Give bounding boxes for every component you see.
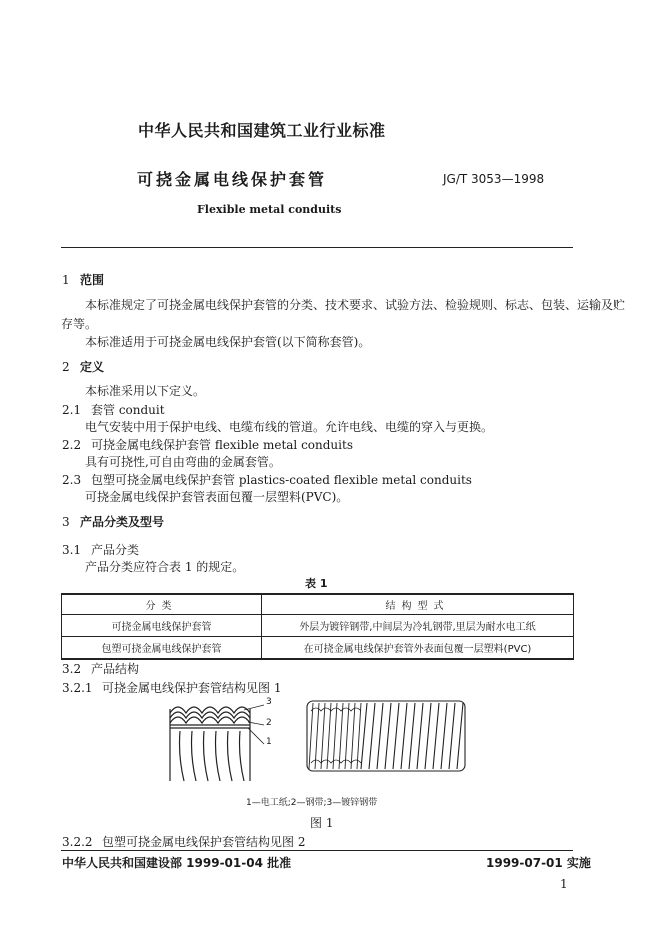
page-number: 1 (560, 877, 568, 891)
clause-number: 2.3 (62, 473, 82, 487)
figure-legend: 1—电工纸;2—钢带;3—镀锌钢带 (246, 798, 378, 808)
definition-text: 电气安装中用于保护电线、电缆布线的管道。允许电线、电缆的穿入与更换。 (85, 420, 494, 434)
definition-term: 包塑可挠金属电线保护套管 plastics-coated flexible metal conduits (91, 473, 472, 487)
paragraph: 本标准适用于可挠金属电线保护套管(以下简称套管)。 (85, 335, 371, 349)
figure-label: 2 (266, 718, 272, 728)
section-heading: 范围 (80, 273, 105, 287)
figure-label: 3 (266, 697, 272, 707)
section-number: 3 (62, 515, 70, 529)
clause-title: 产品结构 (91, 662, 140, 676)
table-row (62, 615, 574, 637)
clause-text: 包塑可挠金属电线保护套管结构见图 2 (102, 835, 306, 849)
definition-text: 可挠金属电线保护套管表面包覆一层塑料(PVC)。 (85, 490, 349, 504)
definition-term: 可挠金属电线保护套管 flexible metal conduits (91, 438, 353, 452)
clause-number: 3.2.2 (62, 835, 93, 849)
paragraph: 存等。 (61, 317, 98, 331)
english-title: Flexible metal conduits (197, 203, 342, 216)
standard-category: 中华人民共和国建筑工业行业标准 (138, 121, 386, 140)
footer-rule (61, 850, 573, 851)
clause-title: 产品分类 (91, 543, 140, 557)
section-number: 2 (62, 360, 70, 374)
table-cell: 包塑可挠金属电线保护套管 (62, 637, 262, 660)
section-number: 1 (62, 273, 70, 287)
standard-code: JG/T 3053—1998 (443, 172, 545, 186)
classification-table (61, 593, 574, 660)
paragraph: 本标准采用以下定义。 (85, 384, 206, 398)
table-cell: 在可挠金属电线保护套管外表面包覆一层塑料(PVC) (262, 637, 574, 660)
table-row (62, 637, 574, 660)
table-cell: 可挠金属电线保护套管 (62, 615, 262, 637)
clause-number: 2.1 (62, 403, 82, 417)
figure-label: 1 (266, 737, 272, 747)
section-heading: 定义 (80, 360, 105, 374)
header-rule (61, 247, 573, 248)
clause-number: 2.2 (62, 438, 82, 452)
document-title: 可挠金属电线保护套管 (137, 170, 328, 189)
definition-term: 套管 conduit (91, 403, 165, 417)
table-header-row (62, 594, 574, 615)
clause-number: 3.1 (62, 543, 82, 557)
clause-text: 可挠金属电线保护套管结构见图 1 (102, 681, 282, 695)
effective-date: 1999-07-01 实施 (486, 856, 591, 870)
paragraph: 本标准规定了可挠金属电线保护套管的分类、技术要求、试验方法、检验规则、标志、包装、运输及贮 (85, 298, 626, 312)
definition-text: 具有可挠性,可自由弯曲的金属套管。 (85, 455, 281, 469)
table-header-cell: 分类 (62, 594, 262, 615)
conduit-external-view-figure (305, 697, 470, 777)
table-cell: 外层为镀锌钢带,中间层为冷轧钢带,里层为耐水电工纸 (262, 615, 574, 637)
section-heading: 产品分类及型号 (80, 515, 165, 529)
paragraph: 产品分类应符合表 1 的规定。 (85, 560, 245, 574)
figure-caption: 图 1 (310, 816, 334, 830)
table-header-cell: 结构型式 (262, 594, 574, 615)
approval-date: 中华人民共和国建设部 1999-01-04 批准 (62, 856, 292, 870)
clause-number: 3.2.1 (62, 681, 93, 695)
table-caption: 表 1 (305, 577, 328, 590)
clause-number: 3.2 (62, 662, 82, 676)
